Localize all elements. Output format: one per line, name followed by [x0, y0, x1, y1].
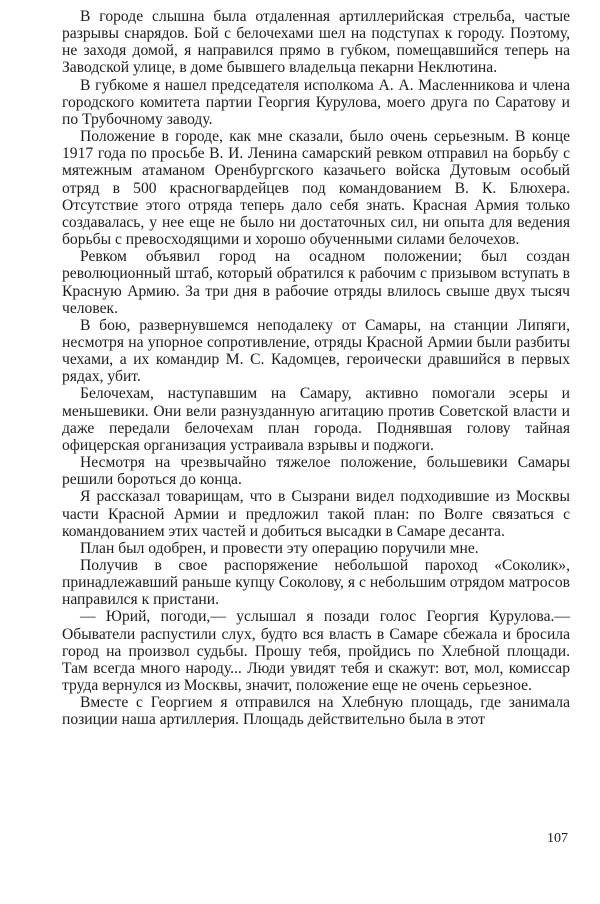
paragraph-4: Ревком объявил город на осадном положении; был создан революционный штаб, который обратился к рабочим с призывом вступать в Красную Армию. За три дня в рабочие отряды влилось свыше двух тысяч человек.	[62, 248, 570, 317]
paragraph-11: — Юрий, погоди,— услышал я позади голос Георгия Курулова.— Обыватели распустили слух, будто вся власть в Самаре сбежала и бросила город на произвол судьбы. Прошу тебя, пройдись по Хлебной площади. Там всегда много народу... Люди увидят тебя и скажут: вот, мол, комиссар труда вернулся из Москвы, значит, положение еще не очень серьезное.	[62, 608, 570, 695]
paragraph-9: План был одобрен, и провести эту операцию поручили мне.	[80, 539, 479, 557]
paragraph-8: Я рассказал товарищам, что в Сызрани видел подходившие из Москвы части Красной Армии и предложил такой план: по Волге связаться с командованием этих частей и добиться высадки в Самаре десанта.	[62, 488, 570, 540]
paragraph-10: Получив в свое распоряжение небольшой пароход «Соколик», принадлежавший раньше купцу Соколову, я с небольшим отрядом матросов направился к пристани.	[62, 557, 570, 609]
book-page-text	[62, 8, 570, 729]
page-number: 107	[547, 831, 568, 846]
paragraph-6: Белочехам, наступавшим на Самару, активно помогали эсеры и меньшевики. Они вели разнузданную агитацию против Советской власти и даже передали белочехам план города. Поднявшая голову тайная офицерская организация устраивала взрывы и поджоги.	[62, 385, 570, 454]
paragraph-5: В бою, развернувшемся неподалеку от Самары, на станции Липяги, несмотря на упорное сопротивление, отряды Красной Армии были разбиты чехами, а их командир М. С. Кадомцев, героически дравшийся в первых рядах, убит.	[62, 316, 570, 386]
paragraph-2: В губкоме я нашел председателя исполкома А. А. Масленникова и члена городского комитета партии Георгия Курулова, моего друга по Саратову и по Трубочному заводу.	[62, 76, 570, 128]
paragraph-12: Вместе с Георгием я отправился на Хлебную площадь, где занимала позиции наша артиллерия. Площадь действительно была в этот	[62, 694, 570, 729]
paragraph-3: Положение в городе, как мне сказали, было очень серьезным. В конце 1917 года по просьбе В. И. Ленина самарский ревком отправил на борьбу с мятежным атаманом Оренбургского казачьего войска Дутовым особый отряд в 500 красногвардейцев под командованием В. К. Блюхера. Отсутствие этого отряда теперь дало себя знать. Красная Армия только создавалась, у нее еще не было ни достаточных сил, ни опыта для ведения борьбы с превосходящими и хорошо обученными силами белочехов.	[62, 128, 570, 249]
paragraph-1: В городе слышна была отдаленная артиллерийская стрельба, частые разрывы снарядов. Бой с белочехами шел на подступах к городу. Поэтому, не заходя домой, я направился прямо в губком, помещавшийся теперь на Заводской улице, в доме бывшего владельца пекарни Неклютина.	[62, 8, 570, 77]
paragraph-7: Несмотря на чрезвычайно тяжелое положение, большевики Самары решили бороться до конца.	[62, 454, 570, 489]
